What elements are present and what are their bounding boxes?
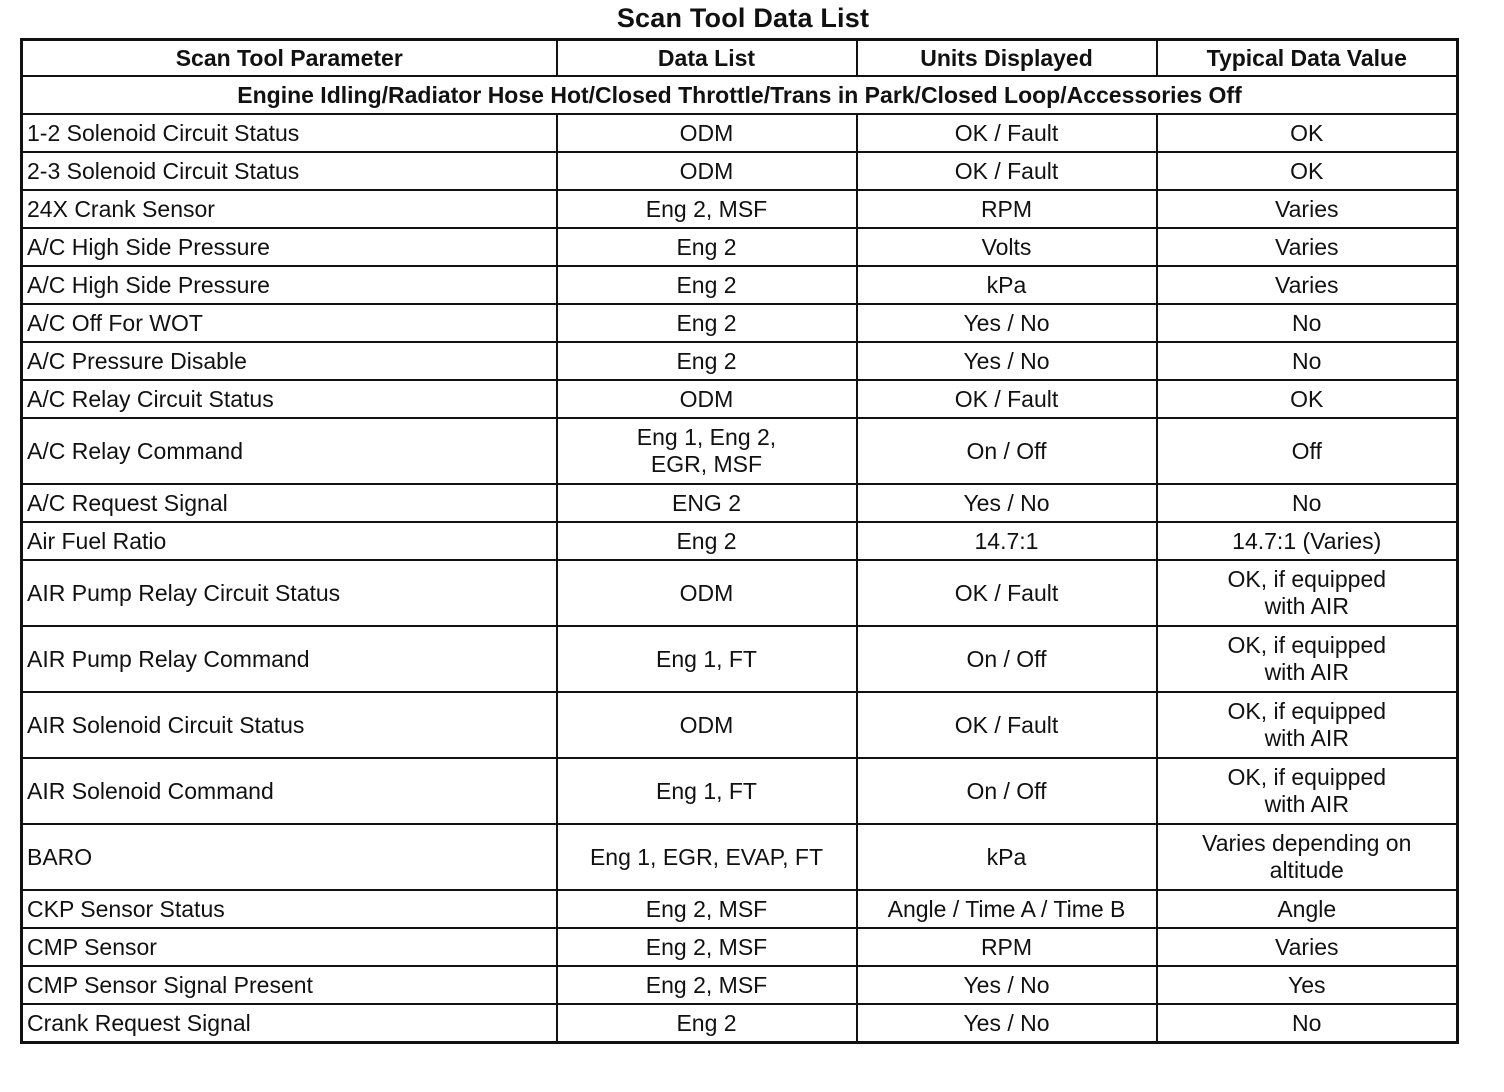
units-cell-text: OK / Fault xyxy=(954,385,1059,412)
units-cell xyxy=(857,114,1157,152)
section-row xyxy=(22,76,1458,114)
typical-value-cell xyxy=(1157,966,1458,1004)
header-units: Units Displayed xyxy=(857,40,1157,77)
table-row xyxy=(22,228,1458,266)
table-row xyxy=(22,114,1458,152)
parameter-cell-text: CMP Sensor Signal Present xyxy=(27,971,313,998)
data-list-cell-text: Eng 2 xyxy=(676,233,737,260)
units-cell xyxy=(857,152,1157,190)
parameter-cell xyxy=(22,304,557,342)
units-cell xyxy=(857,890,1157,928)
parameter-cell-text: Crank Request Signal xyxy=(27,1009,251,1036)
parameter-cell xyxy=(22,418,557,484)
units-cell-text: Volts xyxy=(981,233,1032,260)
data-list-cell-text: Eng 1, EGR, EVAP, FT xyxy=(589,843,824,870)
parameter-cell-text: CMP Sensor xyxy=(27,933,157,960)
parameter-cell xyxy=(22,342,557,380)
typical-value-cell-text: Varies xyxy=(1275,271,1339,298)
units-cell-text: Yes / No xyxy=(963,347,1050,374)
parameter-cell xyxy=(22,484,557,522)
parameter-cell-text: 1-2 Solenoid Circuit Status xyxy=(27,119,300,146)
header-data-list: Data List xyxy=(557,40,857,77)
header-row xyxy=(22,40,1458,77)
typical-value-cell-text: OK, if equipped with AIR xyxy=(1227,632,1387,685)
typical-value-cell-text: Varies xyxy=(1275,233,1339,260)
units-cell xyxy=(857,228,1157,266)
table-row xyxy=(22,304,1458,342)
parameter-cell-text: Air Fuel Ratio xyxy=(27,527,167,554)
typical-value-cell xyxy=(1157,626,1458,692)
units-cell xyxy=(857,190,1157,228)
parameter-cell xyxy=(22,692,557,758)
units-cell-text: OK / Fault xyxy=(954,119,1059,146)
units-cell-text: Angle / Time A / Time B xyxy=(887,895,1126,922)
table-row xyxy=(22,560,1458,626)
data-list-cell xyxy=(557,626,857,692)
parameter-cell-text: A/C Request Signal xyxy=(27,489,228,516)
typical-value-cell xyxy=(1157,266,1458,304)
data-list-cell xyxy=(557,342,857,380)
parameter-cell xyxy=(22,560,557,626)
units-cell xyxy=(857,484,1157,522)
typical-value-cell xyxy=(1157,484,1458,522)
data-list-cell xyxy=(557,266,857,304)
table-row xyxy=(22,928,1458,966)
data-list-cell xyxy=(557,824,857,890)
units-cell xyxy=(857,266,1157,304)
units-cell-text: 14.7:1 xyxy=(974,527,1039,554)
parameter-cell-text: A/C High Side Pressure xyxy=(27,271,270,298)
data-list-cell xyxy=(557,966,857,1004)
units-cell-text: Yes / No xyxy=(963,309,1050,336)
data-list-cell-text: ODM xyxy=(679,385,734,412)
data-list-cell xyxy=(557,228,857,266)
parameter-cell-text: AIR Pump Relay Command xyxy=(27,645,310,672)
typical-value-cell-text: OK xyxy=(1290,385,1324,412)
typical-value-cell-text: Yes xyxy=(1287,971,1326,998)
units-cell xyxy=(857,626,1157,692)
header-parameter: Scan Tool Parameter xyxy=(22,40,557,77)
typical-value-cell-text: OK, if equipped with AIR xyxy=(1227,764,1387,817)
units-cell xyxy=(857,560,1157,626)
units-cell-text: OK / Fault xyxy=(954,579,1059,606)
table-row xyxy=(22,418,1458,484)
parameter-cell xyxy=(22,758,557,824)
units-cell-text: RPM xyxy=(980,933,1033,960)
parameter-cell-text: A/C High Side Pressure xyxy=(27,233,270,260)
typical-value-cell-text: Varies xyxy=(1275,195,1339,222)
data-list-cell xyxy=(557,484,857,522)
table-row xyxy=(22,824,1458,890)
table-row xyxy=(22,522,1458,560)
typical-value-cell-text: Off xyxy=(1291,437,1322,464)
data-list-cell-text: ENG 2 xyxy=(671,489,742,516)
table-row xyxy=(22,266,1458,304)
parameter-cell xyxy=(22,928,557,966)
units-cell xyxy=(857,824,1157,890)
parameter-cell xyxy=(22,522,557,560)
units-cell-text: kPa xyxy=(986,843,1027,870)
parameter-cell-text: AIR Solenoid Command xyxy=(27,777,274,804)
units-cell-text: On / Off xyxy=(966,645,1047,672)
parameter-cell xyxy=(22,626,557,692)
typical-value-cell xyxy=(1157,380,1458,418)
parameter-cell xyxy=(22,152,557,190)
typical-value-cell-text: Varies xyxy=(1275,933,1339,960)
typical-value-cell xyxy=(1157,824,1458,890)
data-list-cell xyxy=(557,560,857,626)
parameter-cell xyxy=(22,228,557,266)
units-cell xyxy=(857,966,1157,1004)
data-list-cell-text: ODM xyxy=(679,579,734,606)
parameter-cell-text: A/C Off For WOT xyxy=(27,309,203,336)
parameter-cell-text: 24X Crank Sensor xyxy=(27,195,215,222)
data-list-cell xyxy=(557,380,857,418)
page-title: Scan Tool Data List xyxy=(616,3,870,33)
parameter-cell xyxy=(22,890,557,928)
units-cell xyxy=(857,342,1157,380)
typical-value-cell xyxy=(1157,522,1458,560)
units-cell-text: RPM xyxy=(980,195,1033,222)
parameter-cell-text: AIR Solenoid Circuit Status xyxy=(27,711,305,738)
table-row xyxy=(22,966,1458,1004)
parameter-cell xyxy=(22,266,557,304)
typical-value-cell xyxy=(1157,560,1458,626)
parameter-cell xyxy=(22,380,557,418)
units-cell-text: OK / Fault xyxy=(954,711,1059,738)
data-list-cell xyxy=(557,692,857,758)
data-list-cell-text: Eng 2 xyxy=(676,347,737,374)
units-cell xyxy=(857,418,1157,484)
parameter-cell xyxy=(22,190,557,228)
table-row xyxy=(22,692,1458,758)
data-list-cell xyxy=(557,304,857,342)
parameter-cell-text: A/C Relay Command xyxy=(27,437,244,464)
typical-value-cell xyxy=(1157,114,1458,152)
parameter-cell-text: 2-3 Solenoid Circuit Status xyxy=(27,157,300,184)
data-list-cell xyxy=(557,890,857,928)
typical-value-cell-text: No xyxy=(1292,309,1322,336)
data-list-cell-text: ODM xyxy=(679,711,734,738)
typical-value-cell-text: OK, if equipped with AIR xyxy=(1227,566,1387,619)
typical-value-cell xyxy=(1157,758,1458,824)
parameter-cell-text: BARO xyxy=(27,843,93,870)
typical-value-cell-text: Varies depending on altitude xyxy=(1202,830,1412,883)
data-list-cell xyxy=(557,114,857,152)
units-cell xyxy=(857,380,1157,418)
data-list-cell-text: Eng 1, FT xyxy=(656,645,757,672)
data-list-cell xyxy=(557,1004,857,1043)
typical-value-cell xyxy=(1157,928,1458,966)
typical-value-cell-text: Angle xyxy=(1277,895,1337,922)
header-typical-value: Typical Data Value xyxy=(1157,40,1458,77)
units-cell xyxy=(857,928,1157,966)
units-cell xyxy=(857,1004,1157,1043)
data-list-cell xyxy=(557,758,857,824)
data-list-cell-text: Eng 2, MSF xyxy=(645,971,768,998)
section-label: Engine Idling/Radiator Hose Hot/Closed Throttle/Trans in Park/Closed Loop/Accessories Off xyxy=(22,76,1458,114)
table-row xyxy=(22,758,1458,824)
typical-value-cell-text: OK xyxy=(1290,157,1324,184)
data-list-cell xyxy=(557,190,857,228)
typical-value-cell xyxy=(1157,228,1458,266)
table-row xyxy=(22,190,1458,228)
typical-value-cell-text: OK xyxy=(1290,119,1324,146)
parameter-cell xyxy=(22,1004,557,1043)
units-cell-text: On / Off xyxy=(966,777,1047,804)
units-cell-text: On / Off xyxy=(966,437,1047,464)
parameter-cell-text: A/C Relay Circuit Status xyxy=(27,385,274,412)
data-list-cell-text: ODM xyxy=(679,157,734,184)
units-cell xyxy=(857,522,1157,560)
table-row xyxy=(22,626,1458,692)
units-cell xyxy=(857,692,1157,758)
data-list-cell-text: Eng 2, MSF xyxy=(645,933,768,960)
table-row xyxy=(22,342,1458,380)
data-list-cell xyxy=(557,928,857,966)
data-list-cell-text: ODM xyxy=(679,119,734,146)
data-list-cell-text: Eng 2, MSF xyxy=(645,195,768,222)
table-row xyxy=(22,890,1458,928)
typical-value-cell xyxy=(1157,190,1458,228)
data-list-cell-text: Eng 2, MSF xyxy=(645,895,768,922)
scan-tool-data-table xyxy=(20,38,1459,1044)
typical-value-cell xyxy=(1157,342,1458,380)
data-list-cell-text: Eng 1, FT xyxy=(656,777,757,804)
parameter-cell-text: A/C Pressure Disable xyxy=(27,347,247,374)
typical-value-cell-text: 14.7:1 (Varies) xyxy=(1232,527,1382,554)
data-list-cell-text: Eng 2 xyxy=(676,271,737,298)
typical-value-cell xyxy=(1157,890,1458,928)
data-list-cell-text: Eng 2 xyxy=(676,309,737,336)
parameter-cell-text: CKP Sensor Status xyxy=(27,895,225,922)
data-list-cell xyxy=(557,522,857,560)
typical-value-cell-text: No xyxy=(1292,1009,1322,1036)
data-list-cell xyxy=(557,152,857,190)
data-list-cell-text: Eng 2 xyxy=(676,1009,737,1036)
data-list-cell-text: Eng 1, Eng 2, EGR, MSF xyxy=(636,424,777,477)
units-cell-text: OK / Fault xyxy=(954,157,1059,184)
parameter-cell-text: AIR Pump Relay Circuit Status xyxy=(27,579,341,606)
table-row xyxy=(22,380,1458,418)
data-list-cell-text: Eng 2 xyxy=(676,527,737,554)
table-row xyxy=(22,1004,1458,1043)
typical-value-cell-text: OK, if equipped with AIR xyxy=(1227,698,1387,751)
typical-value-cell-text: No xyxy=(1292,347,1322,374)
parameter-cell xyxy=(22,966,557,1004)
units-cell-text: Yes / No xyxy=(963,1009,1050,1036)
table-row xyxy=(22,152,1458,190)
typical-value-cell xyxy=(1157,304,1458,342)
units-cell-text: Yes / No xyxy=(963,971,1050,998)
units-cell xyxy=(857,304,1157,342)
typical-value-cell xyxy=(1157,152,1458,190)
units-cell xyxy=(857,758,1157,824)
typical-value-cell-text: No xyxy=(1292,489,1322,516)
units-cell-text: Yes / No xyxy=(963,489,1050,516)
units-cell-text: kPa xyxy=(986,271,1027,298)
typical-value-cell xyxy=(1157,1004,1458,1043)
typical-value-cell xyxy=(1157,692,1458,758)
typical-value-cell xyxy=(1157,418,1458,484)
parameter-cell xyxy=(22,114,557,152)
data-list-cell xyxy=(557,418,857,484)
parameter-cell xyxy=(22,824,557,890)
table-row xyxy=(22,484,1458,522)
